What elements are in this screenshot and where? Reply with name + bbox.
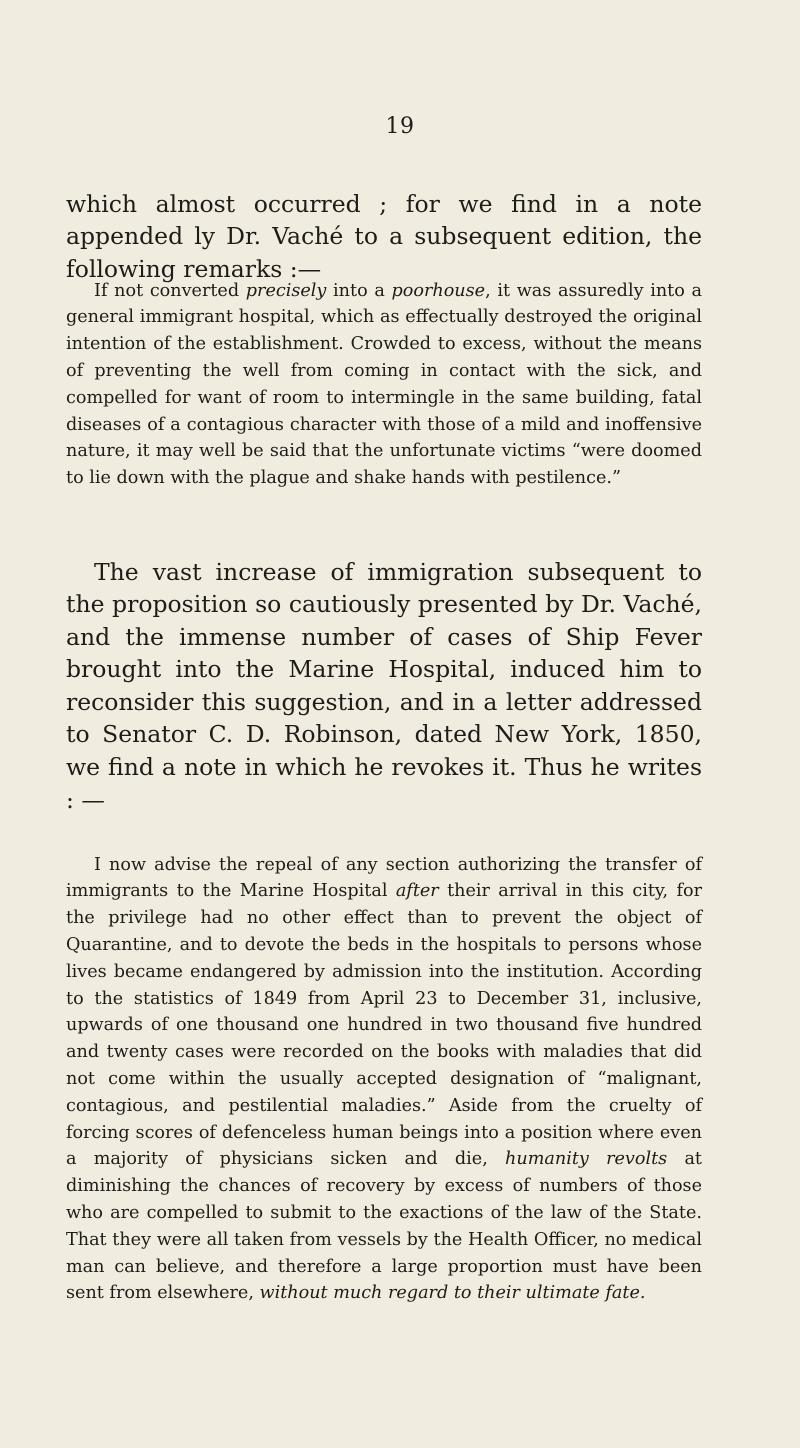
quote-text: their arrival in this city, for the privilege had no other effect than to prevent the object of Quarantine, and to devote the beds in the hospitals to persons whose lives became endangered by admission into the institution. According to the statistics of 1849 from April 23 to December 31, inclusive, upwards of one thousand one hundred in two thousand five hundred and twenty cases were recorded on the books with maladies that did not come within the usually accepted designation of “malignant, contagious, and pestilential maladies.” Aside from the cruelty of forcing scores of defenceless human beings into a position where even a majority of physicians sicken and die, <box>66 881 702 1170</box>
quote-text: If not converted <box>94 280 246 301</box>
quoted-remarks <box>66 278 702 492</box>
quote-emphasis: poorhouse <box>391 280 486 301</box>
quote-emphasis: without much regard to their ultimate fate. <box>259 1283 646 1304</box>
body-paragraph-intro: which almost occurred ; for we find in a note appended ly Dr. Vaché to a subsequent edition, the following remarks :— <box>66 189 702 283</box>
quote-text: at diminishing the chances of recovery by excess of numbers of those who are compelled to submit to the exactions of the law of the State. That they were all taken from vessels by the Health Officer, no medical man can believe, and therefore a large proportion must have been sent from elsewhere, <box>66 1149 702 1304</box>
body-paragraph-main: The vast increase of immigration subsequent to the proposition so cautiously presented by Dr. Vaché, and the immense number of cases of Ship Fever brought into the Marine Hospital, induced him to reconsider this suggestion, and in a letter addressed to Senator C. D. Robinson, dated New York, 1850, we find a note in which he revokes it. Thus he writes : — <box>66 557 702 814</box>
quote-emphasis: humanity revolts <box>505 1149 668 1170</box>
quote-emphasis: precisely <box>245 280 327 301</box>
quote-text: into a <box>326 280 392 301</box>
quote-text: , it was assuredly into a general immigrant hospital, which as effectually destroyed the original intention of the establishment. Crowded to excess, without the means of preventing the well from coming in contact with the sick, and compelled for want of room to intermingle in the same building, fatal diseases of a contagious character with those of a mild and inoffensive nature, it may well be said that the unfortunate victims “were doomed to lie down with the plague and shake hands with pestilence.” <box>66 280 702 489</box>
quote-text: I now advise the repeal of any section authorizing the transfer of immigrants to the Marine Hospital <box>66 854 702 902</box>
quote-emphasis: after <box>395 881 439 902</box>
page-number: 19 <box>385 114 415 139</box>
quoted-letter <box>66 852 702 1308</box>
